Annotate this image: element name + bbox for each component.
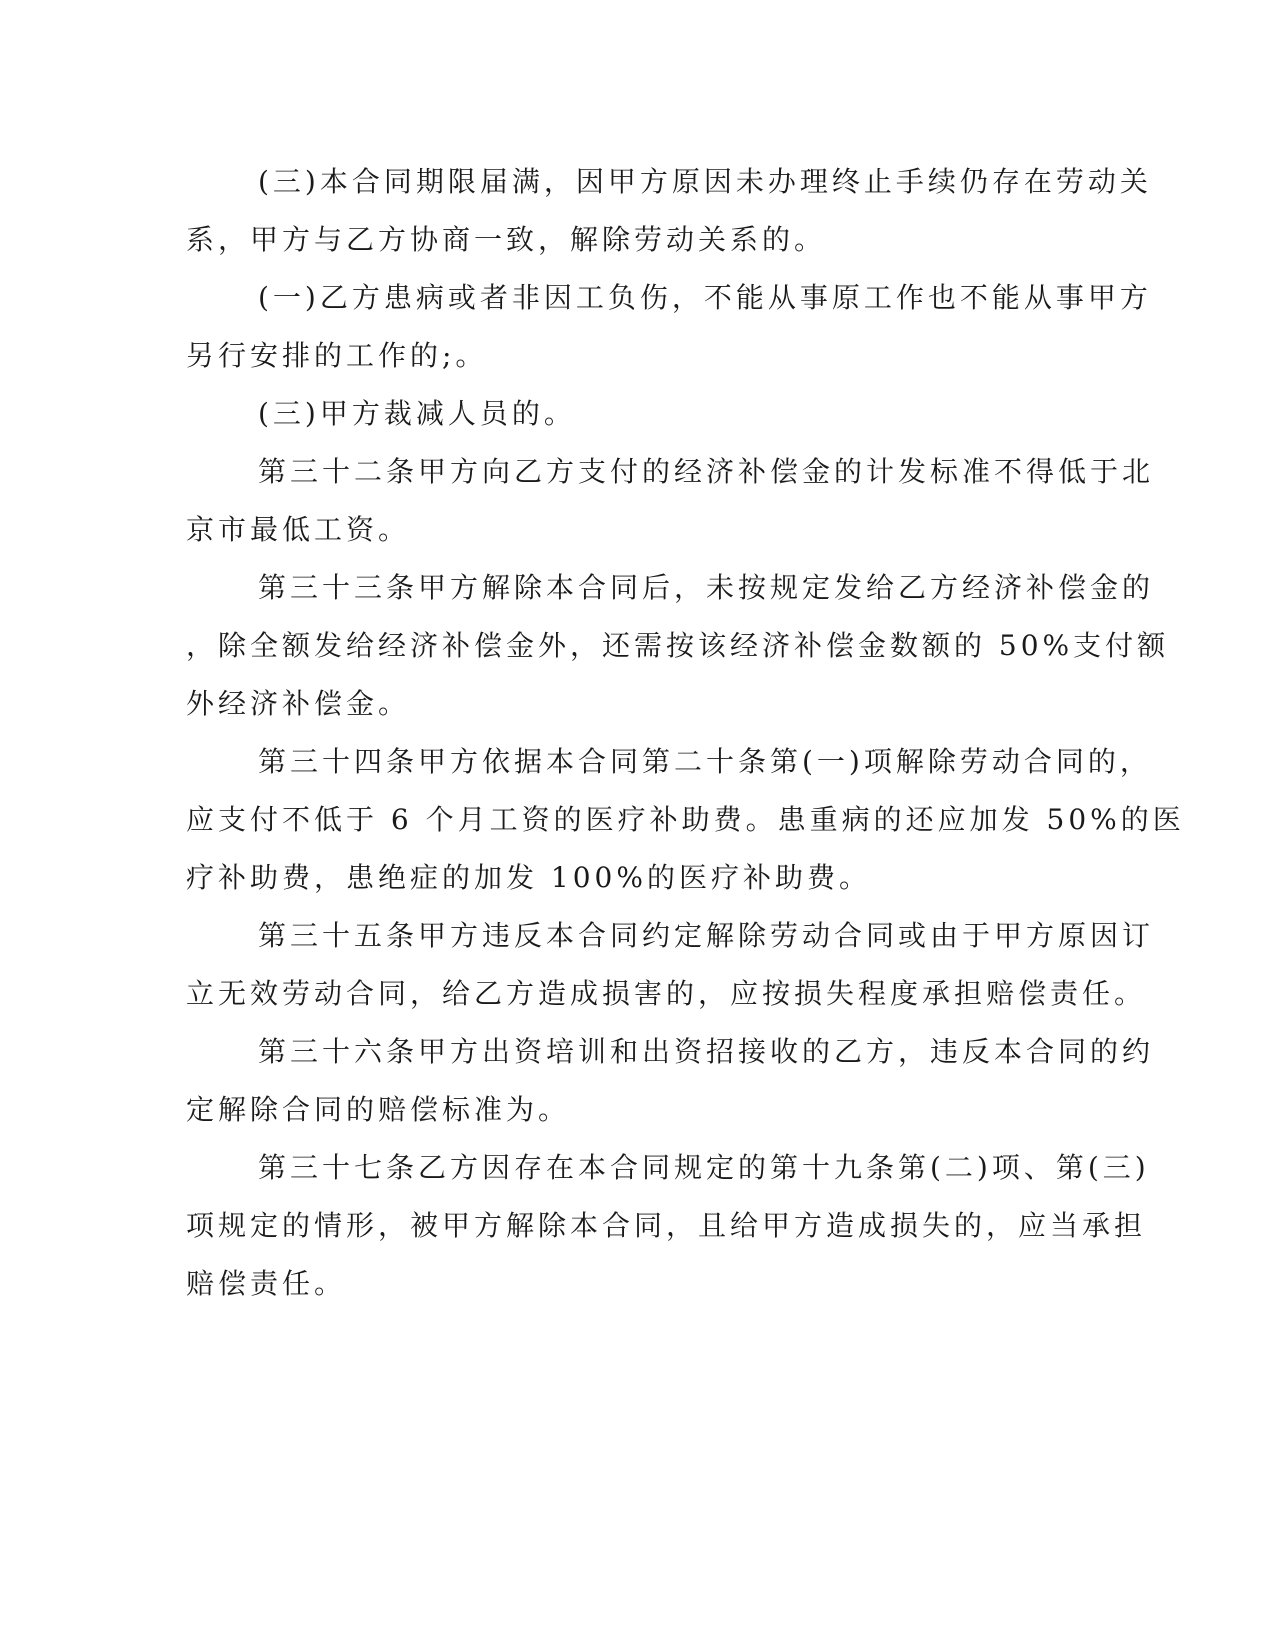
paragraph-line: 第三十三条甲方解除本合同后，未按规定发给乙方经济补偿金的 xyxy=(258,571,1155,604)
paragraph-8 xyxy=(186,1023,1155,1139)
paragraph-line: 外经济补偿金。 xyxy=(186,687,411,720)
paragraph-3 xyxy=(186,385,1086,443)
paragraph-line: ，除全额发给经济补偿金外，还需按该经济补偿金数额的 50%支付额 xyxy=(186,629,1170,662)
paragraph-line: 第三十七条乙方因存在本合同规定的第十九条第(二)项、第(三) xyxy=(258,1151,1150,1184)
paragraph-1 xyxy=(186,153,1152,269)
paragraph-7 xyxy=(186,907,1155,1023)
paragraph-line: 第三十五条甲方违反本合同约定解除劳动合同或由于甲方原因订 xyxy=(258,919,1155,952)
paragraph-line: 立无效劳动合同，给乙方造成损害的，应按损失程度承担赔偿责任。 xyxy=(186,977,1147,1010)
paragraph-line: 赔偿责任。 xyxy=(186,1267,347,1300)
paragraph-line: (三)本合同期限届满，因甲方原因未办理终止手续仍存在劳动关 xyxy=(258,165,1152,198)
paragraph-line: (三)甲方裁减人员的。 xyxy=(258,397,576,430)
paragraph-line: 疗补助费，患绝症的加发 100%的医疗补助费。 xyxy=(186,861,871,894)
paragraph-line: 第三十四条甲方依据本合同第二十条第(一)项解除劳动合同的， xyxy=(258,745,1152,778)
paragraph-2 xyxy=(186,269,1152,385)
paragraph-line: 京市最低工资。 xyxy=(186,513,411,546)
paragraph-line: 另行安排的工作的;。 xyxy=(186,339,488,372)
paragraph-line: 项规定的情形，被甲方解除本合同，且给甲方造成损失的，应当承担 xyxy=(186,1209,1147,1242)
paragraph-line: 定解除合同的赔偿标准为。 xyxy=(186,1093,571,1126)
paragraph-9 xyxy=(186,1139,1150,1313)
paragraph-line: (一)乙方患病或者非因工负伤，不能从事原工作也不能从事甲方 xyxy=(258,281,1152,314)
paragraph-line: 应支付不低于 6 个月工资的医疗补助费。患重病的还应加发 50%的医 xyxy=(186,803,1185,836)
paragraph-line: 第三十二条甲方向乙方支付的经济补偿金的计发标准不得低于北 xyxy=(258,455,1155,488)
paragraph-6 xyxy=(186,733,1185,907)
paragraph-5 xyxy=(186,559,1170,733)
paragraph-line: 第三十六条甲方出资培训和出资招接收的乙方，违反本合同的约 xyxy=(258,1035,1155,1068)
paragraph-4 xyxy=(186,443,1155,559)
document-body xyxy=(186,153,1185,1313)
paragraph-line: 系，甲方与乙方协商一致，解除劳动关系的。 xyxy=(186,223,827,256)
